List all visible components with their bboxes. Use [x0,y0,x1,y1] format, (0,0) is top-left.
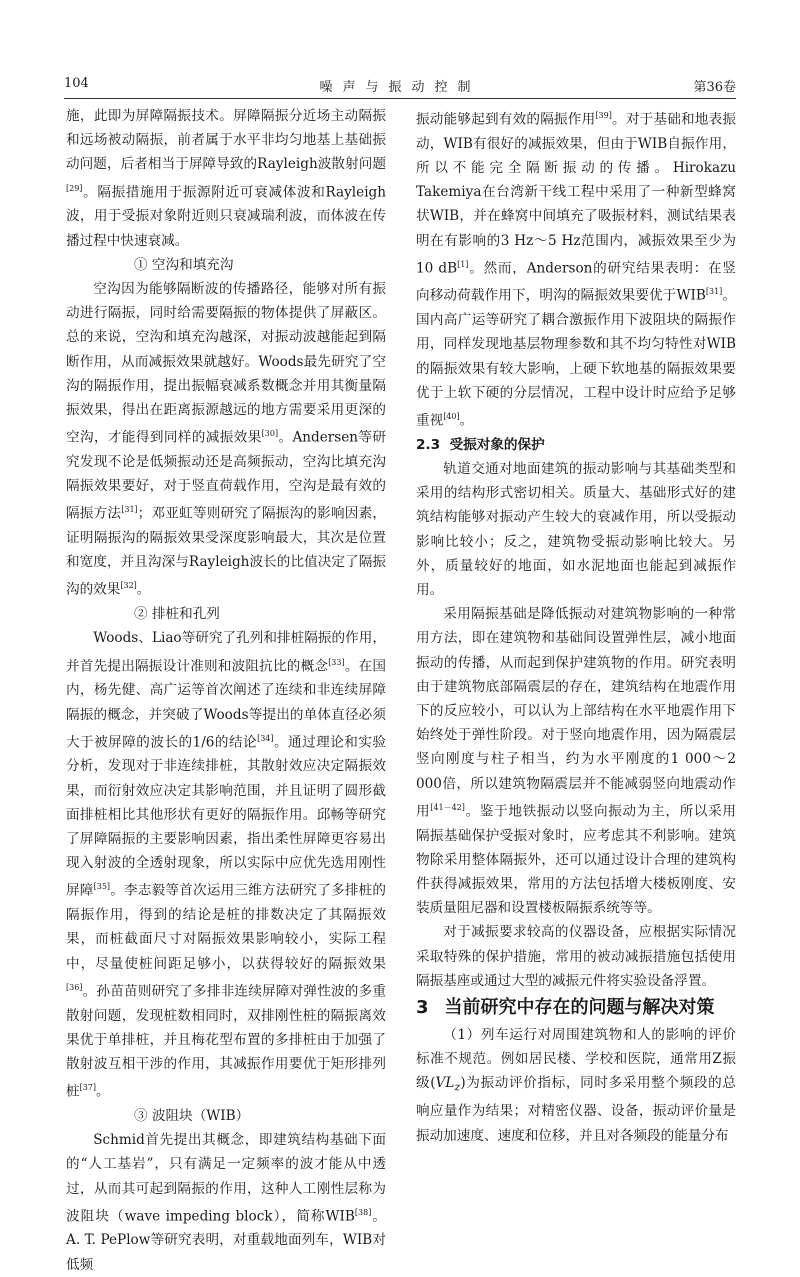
citation: [36] [66,982,83,992]
citation: [41－42] [430,802,465,812]
text: 空沟因为能够隔断波的传播路径，能够对所有振动进行隔振，同时给需要隔振的物体提供了屏蔽区。总的来说，空沟和填充沟越深，对振动波越能起到隔断作用，从而减振效果就越好。Woods最先研究了空沟的隔振作用，提出振幅衰减系数概念并用其衡量隔振效果，得出在距离振源越远的地方需要采用更深的空沟，才能得到同样的减振效果 [66,280,386,446]
chapter-heading [416,993,736,1023]
citation: [30] [261,429,279,439]
text: Schmid首先提出其概念，即建筑结构基础下面的“人工基岩”，只有满足一定频率的波才能从中透过，从而其可起到隔振的作用，这种人工刚性层称为波阻块（wave impeding block），简称WIB [66,1132,386,1225]
citation: [31] [705,287,723,297]
text: 。Andersen等研究发现不论是低频振动还是高频振动，空沟比填充沟隔振效果要好，对于竖直荷载作用，空沟是最有效的隔振方法 [66,429,386,522]
subheading: ② 排桩和孔列 [134,606,220,623]
text: 振动能够起到有效的隔振作用 [416,111,596,128]
volume-label: 第36卷 [693,80,736,95]
text: )为振动评价指标，同时多采用整个频段的总响应量作为结果；对精密仪器、设备，振动评价量是振动加速度、速度和位移，并且对各频段的能量分布 [416,1075,736,1144]
page-number: 104 [64,76,89,91]
text: 。通过理论和实验分析，发现对于非连续排桩，其散射效应决定隔振效果，而衍射效应决定其影响范围，并且证明了圆形截面排桩相比其他形状有更好的隔振作用。邱畅等研究了屏障隔振的主要影响因素，指出柔性屏障更容易出现入射波的全透射现象，所以实际中应优先选用刚性屏障 [66,734,386,900]
right-column [416,104,736,1148]
text: 。 [96,1083,110,1100]
citation: [34] [257,733,274,743]
text: 。 [459,412,474,429]
vl-subscript: z [454,1080,461,1095]
journal-title: 噪声与振动控制 [319,80,481,95]
text: 。孙苗苗则研究了多排非连续屏障对弹性波的多重散射问题，发现桩数相同时，双排刚性桩的隔振离效果优于单排桩，并且梅花型布置的多排桩由于加强了散射波互相干涉的作用，其减振作用要优于矩形排列桩 [66,983,386,1100]
section-heading [416,433,736,457]
text: 施，此即为屏障隔振技术。屏障隔振分近场主动隔振和远场被动隔振，前者属于水平非均匀地基上基础振动问题，后者相当于屏障导致的Rayleigh波散射问题 [66,108,386,173]
citation: [40] [443,412,460,422]
text: Woods、Liao等研究了孔列和排桩隔振的作用，并首先提出隔振设计准则和波阻抗比的概念 [66,630,386,675]
paragraph [416,602,736,920]
paragraph [66,104,386,253]
text: 。然而，Anderson的研究结果表明：在竖向移动荷载作用下，明沟的隔振效果要优于WIB [416,260,737,305]
left-column [66,104,386,1277]
citation: [1] [457,259,469,269]
citation: [33] [328,657,345,667]
paragraph [66,277,386,602]
citation: [31] [121,505,138,515]
text: 。李志毅等首次运用三维方法研究了多排桩的隔振作用，得到的结论是桩的排数决定了其隔振效果，而桩截面尺寸对隔振效果影响较小，实际工程中，尽量使桩间距足够小，以获得较好的隔振效果 [66,883,387,972]
citation: [32] [120,581,137,591]
paragraph [416,104,736,433]
subheading: ③ 波阻块（WIB） [134,1107,250,1124]
text: 。 [136,581,151,598]
text: 。A. T. PePlow等研究表明，对重载地面列车，WIB对低频 [66,1208,387,1273]
citation: [29] [66,183,83,193]
text: （1）列车运行对周围建筑物和人的影响的评价标准不规范。例如居民楼、学校和医院，通常用Z振级( [416,1026,736,1092]
text: 。国内高广运等研究了耦合激振作用下波阻块的隔振作用，同样发现地基层物理参数和其不均匀特性对WIB的隔振效果有较大影响，上硬下软地基的隔振效果要优于上软下硬的分层情况，工程中设计时应给予足够重视 [416,288,736,429]
paragraph [66,1128,386,1277]
text: 采用隔振基础是降低振动对建筑物影响的一种常用方法，即在建筑物和基础间设置弹性层，减小地面振动的传播，从而起到保护建筑物的作用。研究表明由于建筑物底部隔震层的存在，建筑结构在地震作用下的反应较小，可以认为上部结构在水平地震作用下始终处于弹性阶段。对于竖向地震作用，因为隔震层竖向刚度与柱子相当，约为水平刚度的1 000～2 000倍，所以建筑物隔震层并不能减弱竖向地震动作用 [416,606,736,820]
citation: [39] [595,111,612,120]
paragraph [66,626,386,1104]
text: 。对于基础和地表振动，WIB有很好的减振效果，但由于WIB自振作用，所以不能完全隔断振动的传播。Hirokazu Takemiya在台湾新干线工程中采用了一种新型蜂窝状WIB，并在蜂窝中间填充了吸振材料，测试结果表明在有影响的3 Hz～5 Hz范围内，减振效果至少为10 dB [416,111,737,277]
text: 。在国内，杨先健、高广运等首次阐述了连续和非连续屏障隔振的概念，并突破了Woods等提出的单体直径必须大于被屏障的波长的1/6的结论 [66,658,387,751]
running-header [64,76,736,99]
citation: [37] [79,1083,97,1093]
section-title: 受振对象的保护 [449,436,545,453]
chapter-number: 3 [416,996,429,1018]
citation: [35] [93,882,111,892]
citation: [38] [354,1207,372,1217]
chapter-title: 当前研究中存在的问题与解决对策 [444,996,715,1018]
paragraph: 轨道交通对地面建筑的振动影响与其基础类型和采用的结构形式密切相关。质量大、基础形式好的建筑结构能够对振动产生较大的衰减作用，所以受振动影响比较小；反之，建筑物受振动影响比较大。另外，质量较好的地面，如水泥地面也能起到减振作用。 [416,460,736,598]
paragraph: 对于减振要求较高的仪器设备，应根据实际情况采取特殊的保护措施，常用的被动减振措施包括使用隔振基座或通过大型的减振元件将实验设备浮置。 [416,924,736,989]
text: 。鉴于地铁振动以竖向振动为主，所以采用隔振基础保护受振对象时，应考虑其不利影响。建筑物除采用整体隔振外，还可以通过设计合理的建筑构件获得减振效果，常用的方法包括增大楼板刚度、安装质量阻尼器和设置楼板隔振系统等等。 [416,803,737,917]
subheading: ① 空沟和填充沟 [134,256,234,273]
section-number: 2.3 [416,436,441,453]
vl-symbol: VL [435,1075,455,1092]
text: ；邓亚虹等则研究了隔振沟的影响因素，证明隔振沟的隔振效果受深度影响最大，其次是位置和宽度，并且沟深与Rayleigh波长的比值决定了隔振沟的效果 [66,505,387,598]
paragraph [416,1023,736,1148]
text: 。隔振措施用于振源附近可衰减体波和Rayleigh波，用于受振对象附近则只衰减瑞利波，而体波在传播过程中快速衰减。 [66,184,386,249]
